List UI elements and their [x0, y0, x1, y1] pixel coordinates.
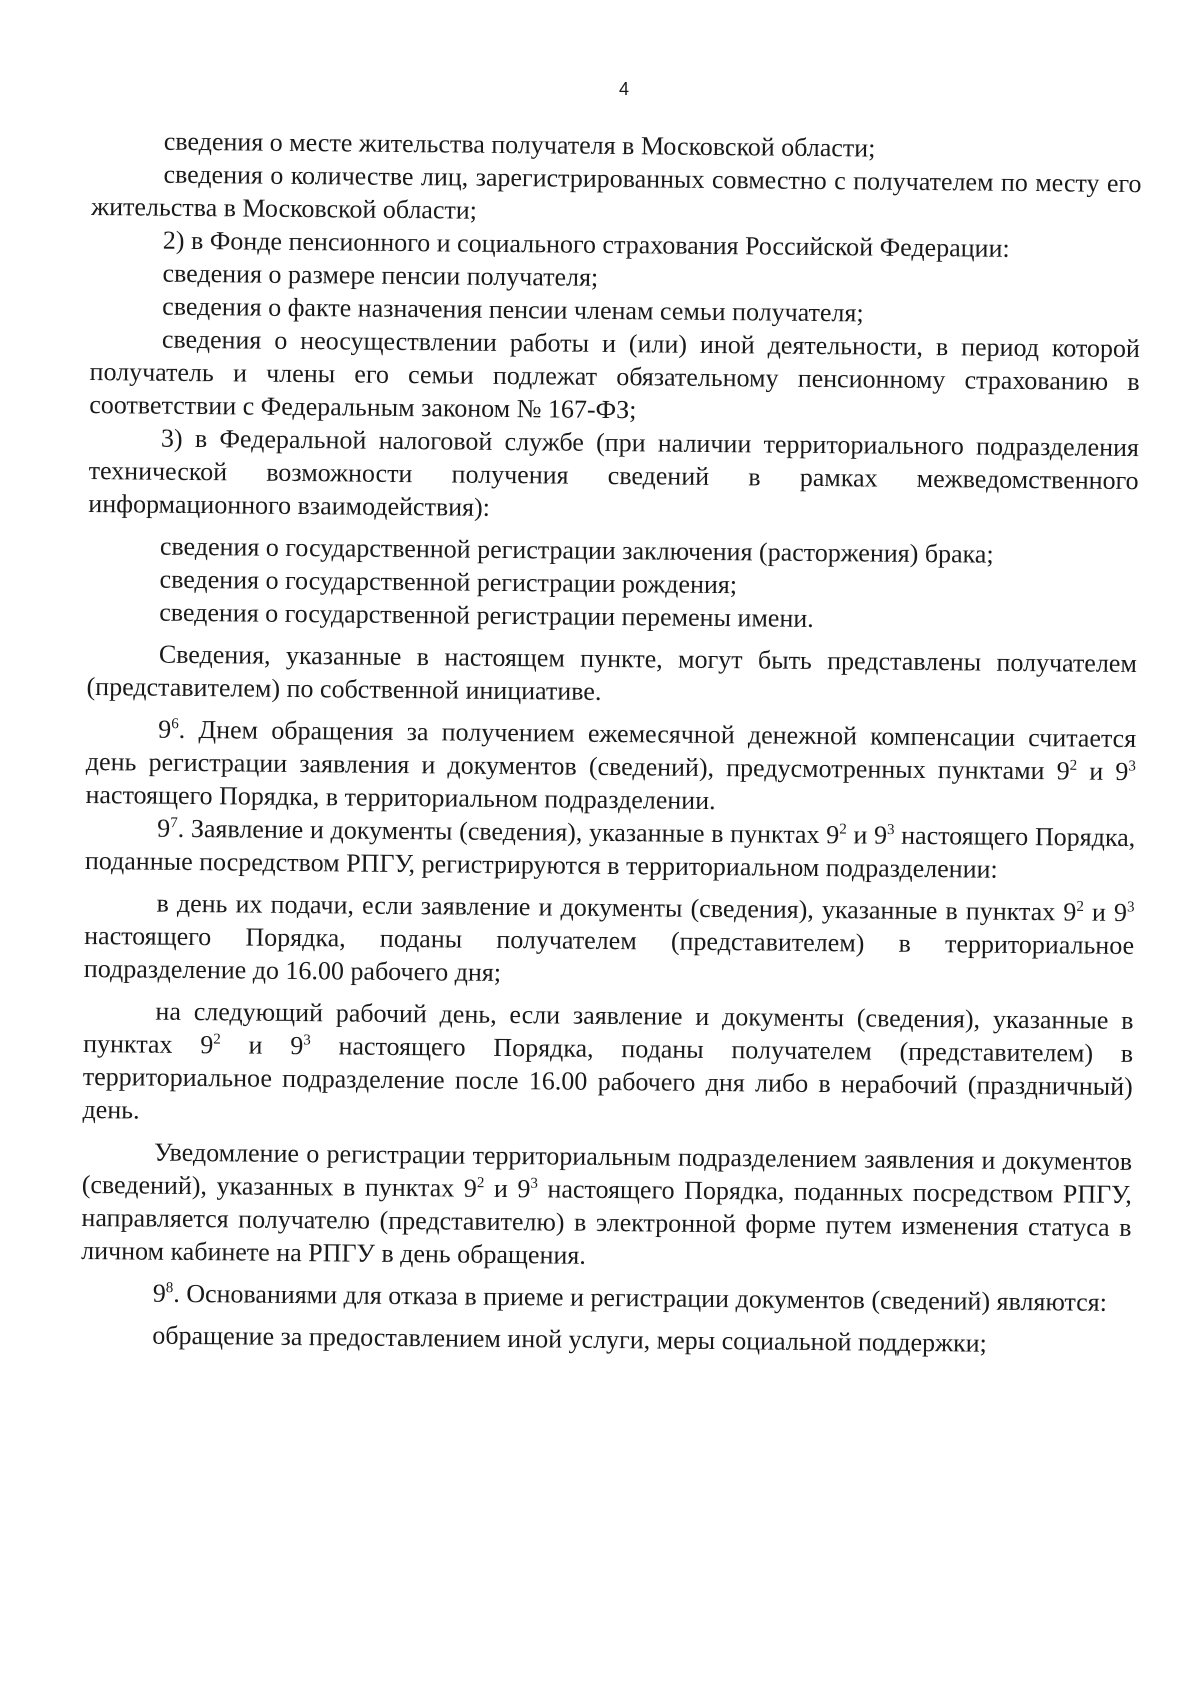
clause-text: . Основаниями для отказа в приеме и регистрации документов (сведений) являются:	[173, 1278, 1108, 1317]
item-text: настоящего Порядка, поданы получателем (представителем) в территориальное подразделение после 16.00 рабочего дня либо в нерабочий (праздничный) день.	[82, 1031, 1134, 1125]
clause-number: 9	[158, 714, 172, 744]
item-next-day	[82, 994, 1133, 1136]
clause-text: настоящего Порядка, в территориальном подразделении.	[85, 779, 716, 816]
item-text: в день их подачи, если заявление и документы (сведения), указанные в пунктах	[156, 888, 1064, 927]
clause-ref: 9	[1115, 756, 1129, 786]
clause-ref: 9	[826, 820, 840, 850]
paragraph: сведения о количестве лиц, зарегистрированных совместно с получателем по месту его жительства в Московской области;	[91, 159, 1142, 225]
clause-ref: 9	[200, 1030, 214, 1060]
clause-ref-superscript: 2	[839, 821, 847, 838]
clause-ref-superscript: 3	[303, 1032, 311, 1049]
document-body	[80, 124, 1142, 1361]
clause-number-superscript: 8	[165, 1280, 174, 1297]
paragraph: сведения о государственной регистрации рождения;	[159, 564, 738, 600]
clause-ref: 9	[873, 820, 888, 850]
clause-text: . Заявление и документы (сведения), указанные в пунктах	[177, 813, 827, 850]
notice-text: настоящего Порядка, поданных посредством РПГУ, направляется получателю (представителю) в электронной форме путем изменения статуса в личном кабинете на РПГУ в день обращения.	[81, 1174, 1132, 1270]
notice-paragraph	[81, 1135, 1132, 1277]
clause-text: настоящего Порядка, поданные посредством РПГУ, регистрируются в территориальном подразделении:	[84, 820, 1136, 884]
notice-text: и	[484, 1173, 518, 1204]
clause-ref: 9	[517, 1174, 531, 1204]
notice-text: Уведомление о регистрации территориальным подразделением заявления и документов (сведений), указанных в пунктах	[81, 1137, 1133, 1203]
paragraph: сведения о размере пенсии получателя;	[162, 258, 599, 292]
paragraph: 3) в Федеральной налоговой службе (при наличии территориального подразделения технической возможности получения сведений в рамках межведомственного информационного взаимодействия):	[88, 423, 1140, 522]
paragraph: Сведения, указанные в настоящем пункте, могут быть представлены получателем (представителем) по собственной инициативе.	[86, 639, 1138, 706]
clause-ref-superscript: 3	[1128, 758, 1136, 775]
page-number: 4	[618, 79, 629, 99]
clause-ref: 9	[1113, 897, 1128, 927]
clause-9-6	[85, 712, 1136, 821]
clause-9-8	[81, 1276, 1131, 1319]
clause-text: и	[846, 820, 875, 850]
clause-ref-superscript: 2	[476, 1175, 485, 1192]
item-text: и	[220, 1030, 291, 1060]
clause-ref-superscript: 3	[530, 1175, 539, 1192]
clause-9-7	[85, 811, 1136, 887]
item-text: настоящего Порядка, поданы получателем (представителем) в территориальное подразделение до 16.00 рабочего дня;	[83, 920, 1135, 987]
clause-text: . Днем обращения за получением ежемесячной денежной компенсации считается день регистрации заявления и документов (сведений), предусмотренных пунктами	[85, 714, 1137, 786]
clause-text: и	[1077, 756, 1116, 786]
clause-ref: 9	[290, 1030, 304, 1061]
item-text: на следующий рабочий день, если заявление и документы (сведения), указанные в пунктах	[83, 996, 1134, 1060]
paragraph: сведения о неосуществлении работы и (или) иной деятельности, в период которой получатель и члены его семьи подлежат обязательному пенсионному страхованию в соответствии с Федеральным законом № 167-ФЗ;	[89, 324, 1141, 425]
item-text: и	[1083, 897, 1115, 927]
paragraph: сведения о государственной регистрации перемены имени.	[159, 597, 814, 633]
clause-ref-superscript: 3	[1126, 899, 1135, 916]
clause-ref-superscript: 2	[213, 1031, 221, 1048]
clause-number: 9	[152, 1278, 166, 1308]
paragraph: сведения о месте жительства получателя в Московской области;	[163, 126, 876, 163]
clause-ref-superscript: 2	[1069, 757, 1078, 774]
clause-ref-superscript: 2	[1076, 898, 1084, 915]
clause-ref: 9	[1056, 756, 1070, 786]
clause-ref-superscript: 3	[886, 822, 895, 839]
paragraph: 2) в Фонде пенсионного и социального страхования Российской Федерации:	[162, 225, 1010, 263]
clause-number-superscript: 7	[170, 815, 178, 832]
clause-ref: 9	[1063, 897, 1077, 927]
clause-number: 9	[157, 813, 171, 843]
paragraph: сведения о государственной регистрации заключения (расторжения) брака;	[159, 531, 994, 569]
clause-ref: 9	[463, 1173, 477, 1203]
clause-number-superscript: 6	[171, 716, 179, 733]
item-same-day	[84, 886, 1135, 995]
paragraph: сведения о факте назначения пенсии членам семьи получателя;	[162, 291, 864, 328]
paragraph: обращение за предоставлением иной услуги, меры социальной поддержки;	[152, 1320, 987, 1358]
